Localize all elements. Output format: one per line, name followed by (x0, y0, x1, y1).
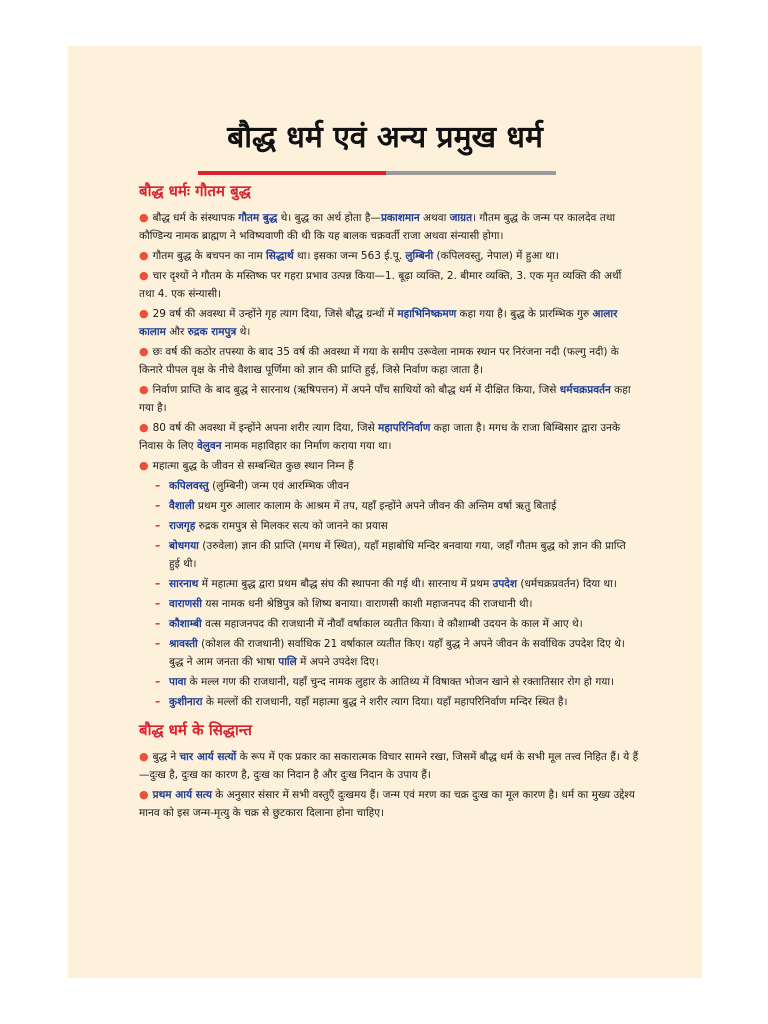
bullet-point (139, 247, 639, 265)
text-run: थे। बुद्ध का अर्थ होता है— (277, 212, 381, 224)
dash-icon: – (155, 618, 161, 630)
keyword-term: पालि (278, 656, 297, 668)
text-run: अथवा (419, 212, 450, 224)
place-item (155, 635, 639, 671)
bullet-icon: ● (139, 750, 149, 763)
keyword-term: वैशाली (169, 500, 195, 512)
text-run: रुद्रक रामपुत्र से मिलकर सत्य को जानने का प्रयास (195, 520, 388, 532)
bullet-icon: ● (139, 421, 149, 434)
place-item (155, 537, 639, 573)
keyword-term: रुद्रक रामपुत्र (187, 326, 237, 338)
keyword-term: सिद्धार्थ (266, 250, 294, 262)
page-title: बौद्ध धर्म एवं अन्य प्रमुख धर्म (227, 120, 543, 155)
text-run: बौद्ध धर्म के संस्थापक (152, 212, 239, 224)
place-item (155, 615, 639, 633)
keyword-term: बोधगया (169, 540, 199, 552)
dash-icon: – (155, 638, 161, 650)
text-run: के मल्ल गण की राजधानी, यहाँ चुन्द नामक लुहार के आतिथ्य में विषाक्त भोजन खाने से रक्तातिसार रोग हो गया। (186, 676, 615, 688)
text-run: यस नामक धनी श्रेष्ठिपुत्र को शिष्य बनाया। वाराणसी काशी महाजनपद की राजधानी थी। (201, 598, 533, 610)
keyword-term: वेलुवन (196, 440, 222, 452)
text-run: । गौतम बुद्ध के जन्म पर कालदेव तथा कौण्डिन्य नामक ब्राह्मण ने भविष्यवाणी की थी कि यह बालक चक्रवर्ती राजा अथवा संन्यासी होगा। (139, 212, 616, 242)
bullet-point (139, 457, 639, 475)
place-item (155, 497, 639, 515)
text-run: निर्वाण प्राप्ति के बाद बुद्ध ने सारनाथ (ऋषिपत्तन) में अपने पाँच साथियों को बौद्ध धर्म में दीक्षित किया, जिसे (152, 384, 560, 396)
bullet-icon: ● (139, 459, 149, 472)
text-run: चार दृश्यों ने गौतम के मस्तिष्क पर गहरा प्रभाव उत्पन्न किया—1. बूढ़ा व्यक्ति, 2. बीमार व्यक्ति, 3. एक मृत व्यक्ति की अर्थी तथा 4. एक संन्यासी। (139, 270, 622, 300)
keyword-term: जाग्रत (449, 212, 473, 224)
bullet-point (139, 381, 639, 417)
keyword-term: लुम्बिनी (405, 250, 434, 262)
keyword-term: पावा (169, 676, 187, 688)
keyword-term: राजगृह (169, 520, 196, 532)
place-item (155, 575, 639, 593)
bullet-icon: ● (139, 788, 149, 801)
bullet-point (139, 305, 639, 341)
keyword-term: गौतम बुद्ध (238, 212, 278, 224)
text-run: में अपने उपदेश दिए। (296, 656, 379, 668)
section-heading-gautam-buddha: बौद्ध धर्मः गौतम बुद्ध (139, 182, 251, 200)
keyword-term: चार आर्य सत्यों (179, 751, 237, 763)
dash-icon: – (155, 500, 161, 512)
dash-icon: – (155, 578, 161, 590)
text-run: नामक महाविहार का निर्माण कराया गया था। (221, 440, 392, 452)
text-run: (धर्मचक्रप्रवर्तन) दिया था। (517, 578, 617, 590)
keyword-term: सारनाथ (169, 578, 199, 590)
keyword-term: प्रकाशमान (380, 212, 420, 224)
keyword-term: महापरिनिर्वाण (378, 422, 431, 434)
text-run: महात्मा बुद्ध के जीवन से सम्बन्धित कुछ स्थान निम्न हैं (152, 460, 354, 472)
bullet-point (139, 748, 639, 784)
bullet-point (139, 786, 639, 822)
text-run: वत्स महाजनपद की राजधानी में नौवाँ वर्षाकाल व्यतीत किया। वे कौशाम्बी उदयन के काल में आए थे। (201, 618, 583, 630)
dash-icon: – (155, 696, 161, 708)
section1-points (139, 209, 639, 475)
bullet-icon: ● (139, 383, 149, 396)
text-run: था। इसका जन्म 563 ई.पू. (293, 250, 406, 262)
text-run: प्रथम गुरु आलार कालाम के आश्रम में तप, यहाँ इन्होंने अपने जीवन की अन्तिम वर्षा ऋतु बिताई (194, 500, 557, 512)
bullet-point (139, 343, 639, 379)
text-run: थे। (236, 326, 251, 338)
page-content (139, 178, 639, 824)
title-underline-red (198, 171, 386, 175)
text-run: कहा जाता है। मगध के राजा बिम्बिसार द्वारा उनके निवास के लिए (139, 422, 621, 452)
bullet-point (139, 267, 639, 303)
keyword-term: धर्मचक्रप्रवर्तन (559, 384, 611, 396)
dash-icon: – (155, 480, 161, 492)
text-run: और (165, 326, 188, 338)
text-run: छः वर्ष की कठोर तपस्या के बाद 35 वर्ष की अवस्था में गया के समीप उरूवेला नामक स्थान पर निरंजना नदी (फल्गु नदी) के किनारे पीपल वृक्ष के नीचे वैशाख पूर्णिमा को ज्ञान की प्राप्ति हुई, जिसे निर्वाण कहा जाता है। (139, 346, 619, 376)
keyword-term: प्रथम आर्य सत्य (152, 789, 212, 801)
place-item (155, 477, 639, 495)
bullet-icon: ● (139, 211, 149, 224)
keyword-term: कौशाम्बी (169, 618, 202, 630)
keyword-term: श्रावस्ती (169, 638, 198, 650)
text-run: (कोशल की राजधानी) सर्वाधिक 21 वर्षाकाल व्यतीत किए। यहाँ बुद्ध ने अपने जीवन के सर्वाधिक उपदेश दिए थे। बुद्ध ने आम जनता की भाषा (169, 638, 625, 668)
section-heading-principles: बौद्ध धर्म के सिद्धान्त (139, 721, 252, 739)
bullet-point (139, 209, 639, 245)
text-run: में महात्मा बुद्ध द्वारा प्रथम बौद्ध संघ की स्थापना की गई थी। सारनाथ में प्रथम (198, 578, 493, 590)
text-run: 80 वर्ष की अवस्था में इन्होंने अपना शरीर त्याग दिया, जिसे (152, 422, 379, 434)
bullet-icon: ● (139, 307, 149, 320)
text-run: के अनुसार संसार में सभी वस्तुएँ दुःखमय हैं। जन्म एवं मरण का चक्र दुःख का मूल कारण है। धर्म का मुख्य उद्देश्य मानव को इस जन्म-मृत्यु के चक्र से छुटकारा दिलाना होना चाहिए। (139, 789, 635, 819)
text-run: के मल्लों की राजधानी, यहाँ महात्मा बुद्ध ने शरीर त्याग दिया। यहाँ महापरिनिर्वाण मन्दिर स्थित है। (202, 696, 568, 708)
bullet-icon: ● (139, 345, 149, 358)
keyword-term: महाभिनिष्क्रमण (397, 308, 457, 320)
title-underline-gray (386, 171, 556, 175)
dash-icon: – (155, 520, 161, 532)
keyword-term: वाराणसी (169, 598, 202, 610)
keyword-term: उपदेश (492, 578, 518, 590)
text-run: बुद्ध ने (152, 751, 180, 763)
place-item (155, 517, 639, 535)
place-item (155, 673, 639, 691)
text-run: (लुम्बिनी) जन्म एवं आरम्भिक जीवन (208, 480, 350, 492)
place-item (155, 693, 639, 711)
dash-icon: – (155, 676, 161, 688)
bullet-icon: ● (139, 249, 149, 262)
text-run: (कपिलवस्तु, नेपाल) में हुआ था। (433, 250, 559, 262)
dash-icon: – (155, 540, 161, 552)
book-page (68, 46, 702, 978)
dash-icon: – (155, 598, 161, 610)
places-list (139, 477, 639, 711)
section2-points (139, 748, 639, 822)
text-run: कहा गया है। (139, 384, 631, 414)
bullet-icon: ● (139, 269, 149, 282)
text-run: के रूप में एक प्रकार का सकारात्मक विचार सामने रखा, जिसमें बौद्ध धर्म के सभी मूल तत्त्व निहित हैं। ये हैं—दुःख है, दुःख का कारण है, दुःख का निदान है और दुःख निदान के उपाय हैं। (139, 751, 639, 781)
keyword-term: कुशीनारा (169, 696, 203, 708)
keyword-term: आलार कालाम (139, 308, 618, 338)
text-run: कहा गया है। बुद्ध के प्रारम्भिक गुरु (456, 308, 593, 320)
text-run: (उरुवेला) ज्ञान की प्राप्ति (मगध में स्थित), यहाँ महाबोधि मन्दिर बनवाया गया, जहाँ गौतम बुद्ध को ज्ञान की प्राप्ति हुई थी। (169, 540, 626, 570)
bullet-point (139, 419, 639, 455)
text-run: गौतम बुद्ध के बचपन का नाम (152, 250, 267, 262)
place-item (155, 595, 639, 613)
keyword-term: कपिलवस्तु (169, 480, 209, 492)
text-run: 29 वर्ष की अवस्था में उन्होंने गृह त्याग दिया, जिसे बौद्ध ग्रन्थों में (152, 308, 398, 320)
